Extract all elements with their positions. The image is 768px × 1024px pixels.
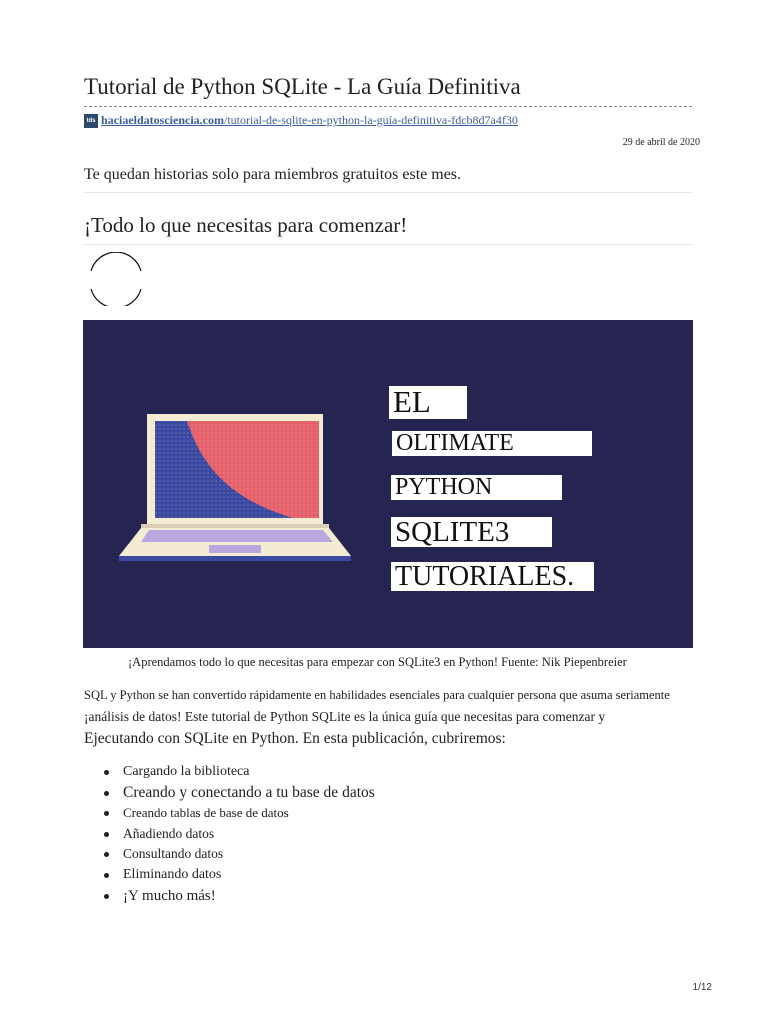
hero-line-2: OLTIMATE: [392, 431, 592, 456]
intro-line-3: Ejecutando con SQLite en Python. En esta publicación, cubriremos:: [84, 730, 506, 747]
subtitle-divider: [84, 244, 692, 245]
article-subtitle: ¡Todo lo que necesitas para comenzar!: [84, 213, 408, 237]
author-avatar-icon[interactable]: [89, 252, 143, 306]
list-item: Creando y conectando a tu base de datos: [104, 782, 375, 803]
source-link[interactable]: [101, 113, 518, 128]
list-item: Eliminando datos: [104, 864, 375, 885]
publish-date: 29 de abril de 2020: [622, 137, 700, 148]
image-caption: ¡Aprendamos todo lo que necesitas para empezar con SQLite3 en Python! Fuente: Nik Piepenbreier: [128, 655, 627, 669]
topics-list: [104, 762, 375, 907]
list-item: ¡Y mucho más!: [104, 885, 375, 907]
list-item: Cargando la biblioteca: [104, 762, 375, 782]
member-notice: Te quedan historias solo para miembros gratuitos este mes.: [84, 166, 462, 183]
intro-line-2: ¡análisis de datos! Este tutorial de Python SQLite es la única guía que necesitas para comenzar y: [84, 709, 606, 724]
hero-line-4: SQLITE3: [391, 517, 552, 547]
title-divider: [84, 106, 692, 107]
source-domain: haciaeldatosciencia.com: [101, 113, 224, 127]
article-title: Tutorial de Python SQLite - La Guía Definitiva: [84, 74, 521, 99]
notice-divider: [84, 192, 692, 193]
source-url-row[interactable]: [84, 113, 518, 128]
hero-image: [83, 320, 693, 648]
intro-line-1: SQL y Python se han convertido rápidamente en habilidades esenciales para cualquier persona que asuma seriamente: [84, 688, 670, 702]
list-item: Añadiendo datos: [104, 823, 375, 844]
list-item: Consultando datos: [104, 844, 375, 864]
laptop-illustration-icon: [83, 320, 693, 648]
hero-line-5: TUTORIALES.: [391, 562, 594, 591]
hero-line-1: EL: [389, 386, 467, 419]
list-item: Creando tablas de base de datos: [104, 803, 375, 823]
hero-line-3: PYTHON: [391, 475, 562, 500]
tds-logo-icon: tds: [84, 114, 98, 128]
page-indicator: 1/12: [692, 982, 712, 993]
source-path: /tutorial-de-sqlite-en-python-la-guía-definitiva-fdcb8d7a4f30: [223, 113, 518, 127]
